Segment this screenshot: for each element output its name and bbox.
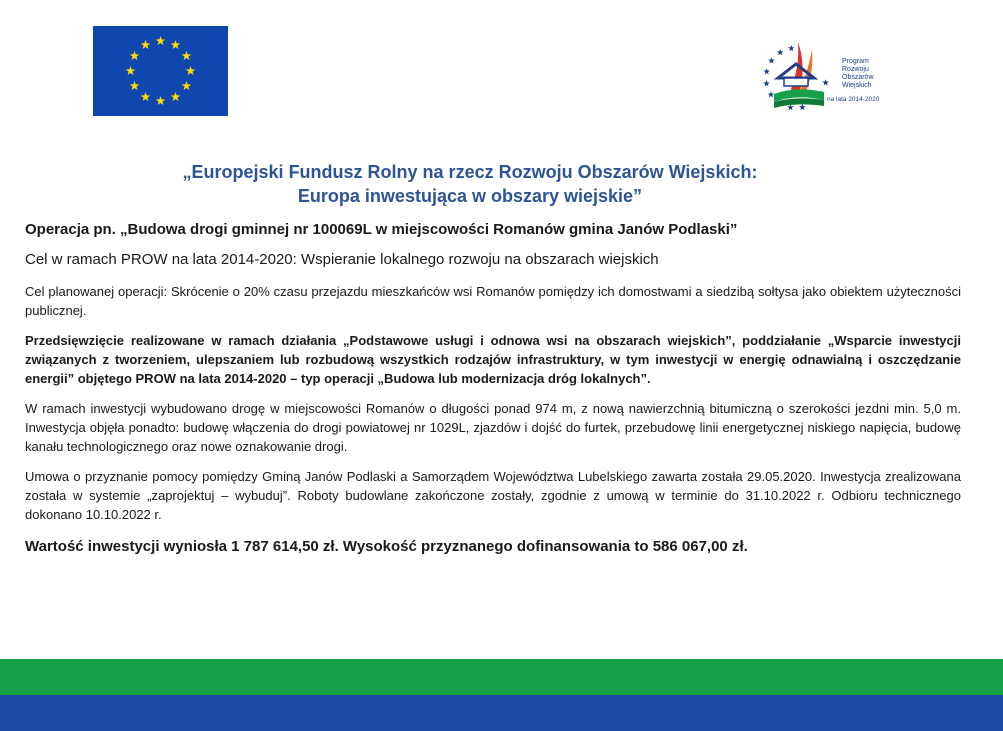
investment-value: Wartość inwestycji wyniosła 1 787 614,50 zł. Wysokość przyznanego dofinansowania to 586 067,00 zł. bbox=[25, 538, 748, 555]
program-goal: Cel w ramach PROW na lata 2014-2020: Wspieranie lokalnego rozwoju na obszarach wiejskich bbox=[25, 251, 659, 268]
eu-star-icon bbox=[182, 51, 192, 60]
prow-line: Wiejskich bbox=[842, 82, 872, 89]
prow-line: Program bbox=[842, 58, 869, 65]
eu-star-icon bbox=[186, 66, 196, 75]
prow-star-icon bbox=[768, 57, 775, 63]
prow-star-icon bbox=[788, 45, 795, 51]
headline-line-1: „Europejski Fundusz Rolny na rzecz Rozwoju Obszarów Wiejskich: bbox=[182, 162, 758, 182]
measure-description: Przedsięwzięcie realizowane w ramach działania „Podstawowe usługi i odnowa wsi na obszarach wiejskich”, poddziałanie „Wsparcie inwestycji związanych z tworzeniem, ulepszaniem lub rozbudową wszystkich rodzajów infrastruktury, w tym inwestycji w energię odnawialną i oszczędzanie energii” objętego PROW na lata 2014-2020 – typ operacji „Budowa lub modernizacja dróg lokalnych”. bbox=[25, 333, 961, 386]
footer-blue-band bbox=[0, 695, 1003, 731]
prow-line: Obszarów bbox=[842, 74, 874, 81]
eu-star-icon bbox=[171, 92, 181, 101]
prow-star-icon bbox=[763, 68, 770, 74]
prow-star-icon bbox=[822, 79, 829, 85]
eu-star-icon bbox=[171, 40, 181, 49]
prow-star-icon bbox=[799, 104, 806, 110]
eu-star-icon bbox=[141, 40, 151, 49]
headline bbox=[100, 160, 840, 208]
eu-star-icon bbox=[126, 66, 136, 75]
eu-star-icon bbox=[130, 51, 140, 60]
eu-star-icon bbox=[182, 81, 192, 90]
footer-green-band bbox=[0, 659, 1003, 695]
prow-star-icon bbox=[768, 91, 775, 97]
agreement-info: Umowa o przyznanie pomocy pomiędzy Gminą Janów Podlaski a Samorządem Województwa Lubelskiego zawarta została 29.05.2020. Inwestycja zrealizowana została w systemie „zaprojektuj – wybuduj”. Roboty budowlane zakończone zostały, zgodnie z umową w terminie do 31.10.2022 r. Odbioru technicznego dokonano 10.10.2022 r. bbox=[25, 469, 961, 522]
operation-purpose: Cel planowanej operacji: Skrócenie o 20% czasu przejazdu mieszkańców wsi Romanów pomiędzy ich domostwami a siedzibą sołtysa jako obiektem użyteczności publicznej. bbox=[25, 284, 961, 318]
eu-star-icon bbox=[156, 36, 166, 45]
prow-line: Rozwoju bbox=[842, 66, 869, 73]
eu-flag-icon bbox=[93, 26, 228, 116]
document-body bbox=[25, 221, 961, 570]
eu-star-icon bbox=[130, 81, 140, 90]
headline-line-2: Europa inwestująca w obszary wiejskie” bbox=[297, 186, 643, 206]
prow-star-icon bbox=[777, 49, 784, 55]
eu-star-icon bbox=[141, 92, 151, 101]
prow-star-icon bbox=[763, 80, 770, 86]
prow-logo-icon bbox=[760, 36, 890, 110]
investment-scope: W ramach inwestycji wybudowano drogę w miejscowości Romanów o długości ponad 974 m, z nową nawierzchnią bitumiczną o szerokości jezdni min. 5,0 m. Inwestycja objęła ponadto: budowę włączenia do drogi powiatowej nr 1029L, zjazdów i dojść do furtek, przebudowę linii energetycznej niskiego napięcia, budowę kanału technologicznego oraz nowe oznakowanie drogi. bbox=[25, 401, 961, 454]
operation-title: Operacja pn. „Budowa drogi gminnej nr 100069L w miejscowości Romanów gmina Janów Podlaski” bbox=[25, 221, 738, 238]
eu-star-icon bbox=[156, 96, 166, 105]
prow-years: na lata 2014-2020 bbox=[827, 96, 880, 103]
